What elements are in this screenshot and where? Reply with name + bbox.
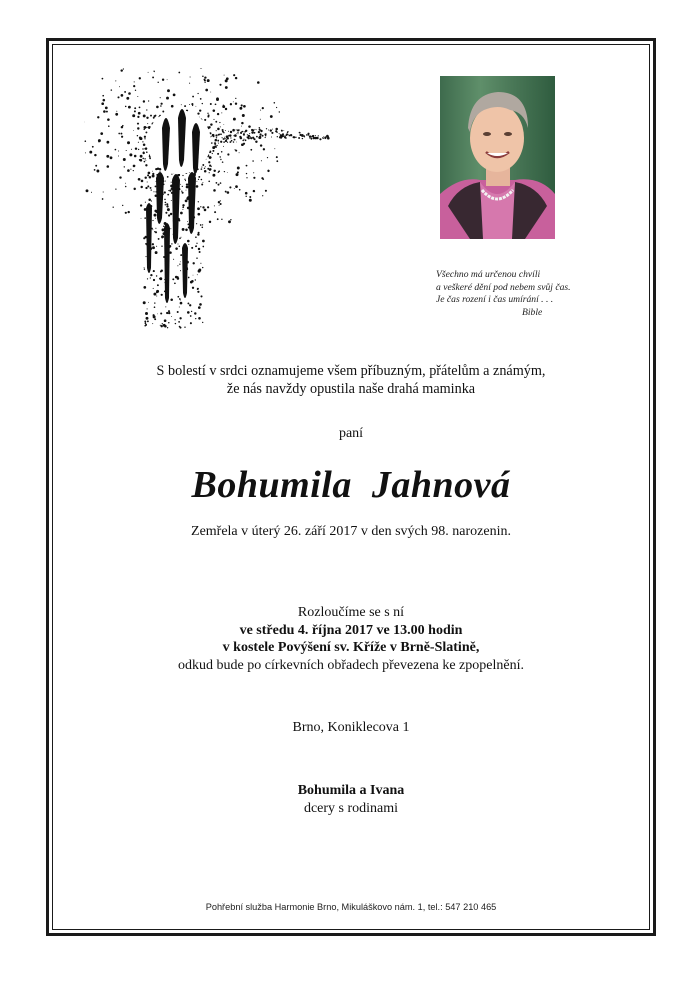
intro-line-1: S bolestí v srdci oznamujeme všem příbuzným, přátelům a známým,	[156, 363, 546, 379]
funeral-service-footer: Pohřební služba Harmonie Brno, Mikuláškovo nám. 1, tel.: 547 210 465	[205, 902, 497, 912]
moon-candles-ornament-icon	[84, 68, 334, 338]
funeral-details	[52, 604, 650, 674]
deceased-name: Bohumila Jahnová	[191, 464, 511, 506]
intro-line-2: že nás navždy opustila naše drahá maminka	[226, 381, 476, 397]
funeral-line-1: Rozloučíme se s ní	[297, 605, 405, 620]
bible-quote	[436, 269, 636, 319]
family-names: Bohumila a Ivana	[297, 783, 405, 798]
family-relation: dcery s rodinami	[303, 800, 399, 816]
announcement-intro	[52, 362, 650, 398]
death-date-text: Zemřela v úterý 26. září 2017 v den svých 98. narozenin.	[191, 524, 511, 539]
funeral-line-4: odkud bude po církevních obřadech převezena ke zpopelnění.	[178, 657, 524, 673]
quote-source: Bible	[522, 306, 543, 318]
family-address: Brno, Koniklecova 1	[292, 720, 410, 735]
salutation: paní	[338, 426, 364, 441]
family-signature	[52, 782, 650, 817]
quote-line-3: Je čas rození i čas umírání . . .	[436, 294, 554, 306]
funeral-date-time: ve středu 4. října 2017 ve 13.00 hodin	[239, 622, 463, 638]
portrait-photo	[440, 76, 555, 239]
quote-line-1: Všechno má určenou chvíli	[436, 269, 541, 280]
quote-line-2: a veškeré dění pod nebem svůj čas.	[436, 281, 571, 293]
funeral-location: v kostele Povýšení sv. Kříže v Brně-Slatině,	[222, 640, 480, 656]
